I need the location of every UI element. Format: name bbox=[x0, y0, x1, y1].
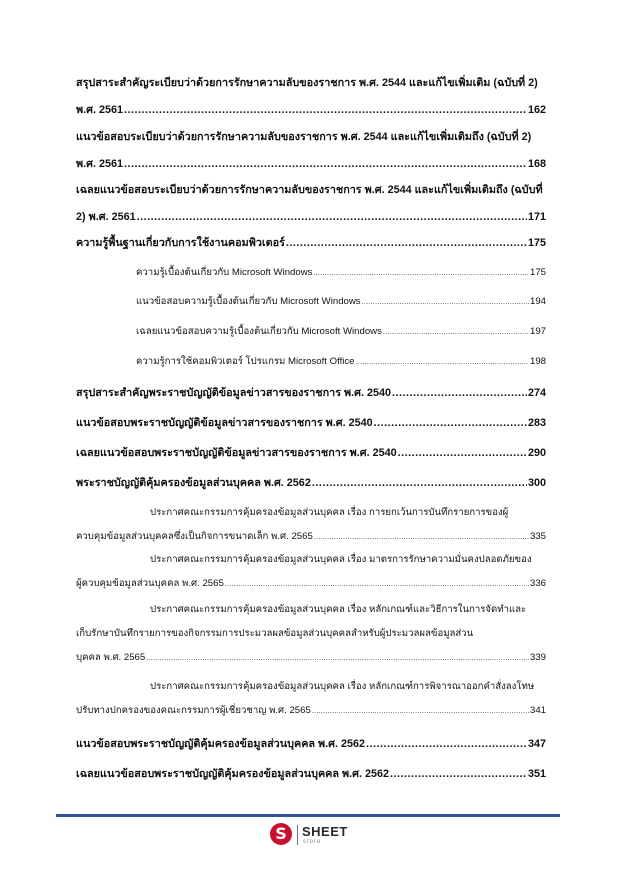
toc-entry-text: เฉลยแนวข้อสอบพระราชบัญญัติคุ้มครองข้อมูลส่วนบุคคล พ.ศ. 2562 bbox=[76, 768, 390, 780]
toc-subentry-4[interactable] bbox=[136, 355, 546, 369]
page-number: 339 bbox=[529, 652, 546, 663]
toc-entry-text: พ.ศ. 2561 bbox=[76, 104, 123, 116]
page-number: 175 bbox=[527, 237, 546, 249]
page-number: 198 bbox=[529, 356, 546, 367]
logo-subtext: store bbox=[303, 839, 322, 845]
page-number: 347 bbox=[527, 738, 546, 750]
toc-entry-text: เก็บรักษาบันทึกรายการของกิจกรรมการประมวลผลข้อมูลส่วนบุคคลสำหรับผู้ประมวลผลข้อมูลส่วน bbox=[76, 628, 474, 639]
toc-entry-text: เฉลยแนวข้อสอบความรู้เบื้องต้นเกี่ยวกับ Microsoft Windows bbox=[136, 326, 382, 337]
page-number: 197 bbox=[529, 326, 546, 337]
leader-dots bbox=[312, 704, 529, 719]
toc-entry-2[interactable] bbox=[76, 130, 546, 171]
toc-entry-text: ควบคุมข้อมูลส่วนบุคคลซึ่งเป็นกิจการขนาดเล็ก พ.ศ. 2565 bbox=[76, 531, 313, 542]
toc-announcement-4[interactable] bbox=[76, 680, 546, 718]
leader-dots bbox=[137, 210, 527, 224]
toc-entry-3[interactable] bbox=[76, 183, 546, 224]
toc-entry-10[interactable] bbox=[76, 767, 546, 781]
toc-entry-5[interactable] bbox=[76, 386, 546, 400]
toc-entry-text: แนวข้อสอบพระราชบัญญัติคุ้มครองข้อมูลส่วนบุคคล พ.ศ. 2562 bbox=[76, 738, 366, 750]
leader-dots bbox=[225, 577, 529, 592]
toc-entry-4[interactable] bbox=[76, 236, 546, 250]
toc-announcement-1[interactable] bbox=[76, 506, 546, 544]
logo-text: SHEET bbox=[302, 824, 348, 839]
page-number: 274 bbox=[527, 387, 546, 399]
toc-entry-text: ปรับทางปกครองของคณะกรรมการผู้เชี่ยวชาญ พ.ศ. 2565 bbox=[76, 705, 311, 716]
toc-entry-8[interactable] bbox=[76, 476, 546, 490]
toc-entry-6[interactable] bbox=[76, 416, 546, 430]
leader-dots bbox=[362, 295, 529, 310]
leader-dots bbox=[374, 416, 527, 430]
toc-entry-text: ประกาศคณะกรรมการคุ้มครองข้อมูลส่วนบุคคล เรื่อง มาตรการรักษาความมั่นคงปลอดภัยของ bbox=[150, 554, 532, 565]
toc-entry-text: ความรู้พื้นฐานเกี่ยวกับการใช้งานคอมพิวเตอร์ bbox=[76, 237, 285, 249]
toc-entry-text: สรุปสาระสำคัญพระราชบัญญัติข้อมูลข่าวสารของราชการ พ.ศ. 2540 bbox=[76, 387, 392, 399]
toc-entry-text: แนวข้อสอบความรู้เบื้องต้นเกี่ยวกับ Microsoft Windows bbox=[136, 296, 361, 307]
logo-s-icon: S bbox=[270, 823, 292, 845]
leader-dots bbox=[398, 446, 527, 460]
toc-entry-text: ประกาศคณะกรรมการคุ้มครองข้อมูลส่วนบุคคล เรื่อง หลักเกณฑ์และวิธีการในการจัดทำและ bbox=[150, 604, 527, 615]
toc-entry-text: ความรู้การใช้คอมพิวเตอร์ โปรแกรม Microsoft Office bbox=[136, 356, 355, 367]
toc-subentry-2[interactable] bbox=[136, 295, 546, 309]
leader-dots bbox=[383, 325, 529, 340]
page-number: 351 bbox=[527, 768, 546, 780]
leader-dots bbox=[390, 767, 527, 781]
toc-entry-1[interactable] bbox=[76, 76, 546, 117]
page-number: 335 bbox=[529, 531, 546, 542]
toc-entry-7[interactable] bbox=[76, 446, 546, 460]
page-number: 300 bbox=[527, 477, 546, 489]
page-number: 194 bbox=[529, 296, 546, 307]
toc-entry-text: สรุปสาระสำคัญระเบียบว่าด้วยการรักษาความลับของราชการ พ.ศ. 2544 และแก้ไขเพิ่มเติม (ฉบับที่ 2) bbox=[76, 77, 538, 89]
toc-entry-text: ความรู้เบื้องต้นเกี่ยวกับ Microsoft Windows bbox=[136, 267, 313, 278]
leader-dots bbox=[313, 266, 529, 281]
toc-entry-text: แนวข้อสอบระเบียบว่าด้วยการรักษาความลับของราชการ พ.ศ. 2544 และแก้ไขเพิ่มเติมถึง (ฉบับที่ 2) bbox=[76, 131, 532, 143]
leader-dots bbox=[314, 530, 529, 545]
leader-dots bbox=[356, 355, 529, 370]
page-number: 336 bbox=[529, 578, 546, 589]
leader-dots bbox=[124, 157, 527, 171]
leader-dots bbox=[366, 737, 527, 751]
toc-entry-text: ประกาศคณะกรรมการคุ้มครองข้อมูลส่วนบุคคล เรื่อง การยกเว้นการบันทึกรายการของผู้ bbox=[150, 507, 509, 518]
leader-dots bbox=[146, 651, 529, 666]
leader-dots bbox=[392, 386, 527, 400]
toc-entry-text: พระราชบัญญัติคุ้มครองข้อมูลส่วนบุคคล พ.ศ. 2562 bbox=[76, 477, 311, 489]
page-number: 171 bbox=[527, 211, 546, 223]
toc-entry-text: บุคคล พ.ศ. 2565 bbox=[76, 652, 146, 663]
toc-entry-text: เฉลยแนวข้อสอบระเบียบว่าด้วยการรักษาความลับของราชการ พ.ศ. 2544 และแก้ไขเพิ่มเติมถึง (ฉบับที่ bbox=[76, 184, 543, 196]
leader-dots bbox=[124, 103, 527, 117]
toc-entry-text: ประกาศคณะกรรมการคุ้มครองข้อมูลส่วนบุคคล เรื่อง หลักเกณฑ์การพิจารณาออกคำสั่งลงโทษ bbox=[150, 681, 535, 692]
toc-announcement-2[interactable] bbox=[76, 553, 546, 591]
toc-entry-9[interactable] bbox=[76, 737, 546, 751]
page-number: 175 bbox=[529, 267, 546, 278]
toc-subentry-3[interactable] bbox=[136, 325, 546, 339]
page-number: 290 bbox=[527, 447, 546, 459]
page-number: 283 bbox=[527, 417, 546, 429]
toc-announcement-3[interactable] bbox=[76, 603, 546, 665]
page-number: 168 bbox=[527, 158, 546, 170]
toc-subentry-1[interactable] bbox=[136, 266, 546, 280]
toc-entry-text: เฉลยแนวข้อสอบพระราชบัญญัติข้อมูลข่าวสารของราชการ พ.ศ. 2540 bbox=[76, 447, 397, 459]
logo-divider bbox=[297, 825, 298, 845]
footer-rule bbox=[56, 814, 560, 817]
sheet-store-logo bbox=[270, 822, 360, 850]
leader-dots bbox=[286, 236, 527, 250]
toc-entry-text: 2) พ.ศ. 2561 bbox=[76, 211, 136, 223]
page-number: 162 bbox=[527, 104, 546, 116]
leader-dots bbox=[312, 476, 527, 490]
toc-entry-text: ผู้ควบคุมข้อมูลส่วนบุคคล พ.ศ. 2565 bbox=[76, 578, 224, 589]
toc-entry-text: แนวข้อสอบพระราชบัญญัติข้อมูลข่าวสารของราชการ พ.ศ. 2540 bbox=[76, 417, 373, 429]
toc-entry-text: พ.ศ. 2561 bbox=[76, 158, 123, 170]
page-number: 341 bbox=[529, 705, 546, 716]
